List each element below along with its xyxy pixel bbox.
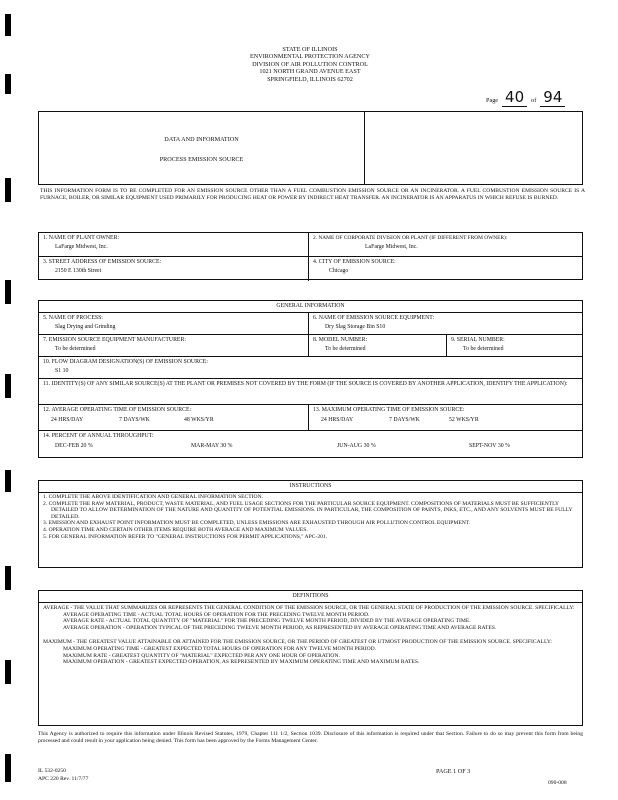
intro-text: THIS INFORMATION FORM IS TO BE COMPLETED FOR AN EMISSION SOURCE OTHER THAN A FUEL COMBUSTION EMISSION SOURCE OR AN INCINERATOR. A FUEL COMBUSTION EMISSION SOURCE IS A FURNACE, BOILER, OR SIMILAR EQUIPMENT USED PRIMARILY FOR PRODUCING HEAT OR POWER BY INDIRECT HEAT TRANSFER. AN INCINERATOR IS AN APPARATUS IN WHICH REFUSE IS BURNED. [40, 188, 585, 201]
instruction-item: 2. COMPLETE THE RAW MATERIAL, PRODUCT, WASTE MATERIAL, AND FUEL USAGE SECTIONS FOR THE PARTICULAR SOURCE EQUIPMENT. COMPOSITIONS OF MATERIALS MUST BE SUFFICIENTLY DETAILED TO ALLOW DETERMINATION OF THE NATURE AND QUANTITY OF POTENTIAL EMISSIONS. IN PARTICULAR, THE COMPOSITION OF PAINTS, INKS, ETC., AND ANY SOLVENTS MUST BE FULLY DETAILED. [43, 500, 573, 520]
row-operating-time [39, 405, 582, 431]
header-line: STATE OF ILLINOIS [282, 46, 338, 53]
field-source-equipment[interactable]: 6. NAME OF EMISSION SOURCE EQUIPMENT: Dry Slag Storage Bin S10 [313, 315, 435, 330]
form-code: 090-008 [548, 780, 567, 786]
agency-header [200, 46, 420, 83]
field-flow-diagram[interactable]: 10. FLOW DIAGRAM DESIGNATION(S) OF EMISSION SOURCE: S1 10 [39, 357, 582, 379]
field-maximum-operating-time[interactable]: 13. MAXIMUM OPERATING TIME OF EMISSION SOURCE: 24 HRS/DAY 7 DAYS/WK 52 WKS/YR [313, 407, 479, 423]
instruction-item: 5. FOR GENERAL INFORMATION REFER TO "GENERAL INSTRUCTIONS FOR PERMIT APPLICATIONS," APC-201. [43, 533, 328, 540]
general-info-section [38, 300, 583, 458]
definitions-list [43, 605, 580, 666]
field-manufacturer[interactable]: 7. EMISSION SOURCE EQUIPMENT MANUFACTURER: To be determined [39, 335, 309, 356]
form-subtitle: PROCESS EMISSION SOURCE [159, 156, 244, 163]
definition-avg-rate: AVERAGE RATE - ACTUAL TOTAL QUANTITY OF "MATERIAL" FOR THE PRECEDING TWELVE MONTH PERIOD, DIVIDED BY THE AVERAGE OPERATING TIME. [63, 618, 471, 625]
page-number: 40 [502, 88, 527, 107]
instructions-section [38, 480, 583, 568]
binding-mark [5, 754, 11, 782]
title-box [38, 111, 583, 185]
binding-mark [5, 74, 11, 94]
field-process-name[interactable]: 5. NAME OF PROCESS: Slag Drying and Grinding [39, 313, 309, 334]
page-footer: PAGE 1 OF 3 [436, 768, 471, 775]
definition-max-rate: MAXIMUM RATE - GREATEST QUANTITY OF "MATERIAL" EXPECTED PER ANY ONE HOUR OF OPERATION. [63, 652, 340, 659]
instructions-heading-row [39, 481, 582, 493]
header-line: ENVIRONMENTAL PROTECTION AGENCY [250, 53, 370, 61]
binding-mark [5, 470, 11, 492]
form-title: DATA AND INFORMATION [164, 136, 239, 143]
header-line: 1021 NORTH GRAND AVENUE EAST [259, 68, 361, 76]
page-counter: Page 40 of 94 [486, 88, 565, 107]
instruction-item: 1. COMPLETE THE ABOVE IDENTIFICATION AND GENERAL INFORMATION SECTION. [43, 494, 264, 500]
binding-mark [5, 374, 11, 398]
field-corporate-division[interactable]: 2. NAME OF CORPORATE DIVISION OR PLANT (IF DIFFERENT FROM OWNER): LaFarge Midwest, Inc. [313, 235, 508, 250]
instructions-list [43, 494, 578, 540]
form-id: IL 532-0250 [38, 768, 66, 774]
section-heading: INSTRUCTIONS [289, 483, 332, 489]
definition-max-op: MAXIMUM OPERATION - GREATEST EXPECTED OPERATION, AS REPRESENTED BY MAXIMUM OPERATING TIME AND MAXIMUM RATES. [63, 659, 420, 666]
field-street-address[interactable]: 3. STREET ADDRESS OF EMISSION SOURCE: 2150 E 130th Street [39, 257, 309, 281]
instruction-item: 3. EMISSION AND EXHAUST POINT INFORMATION MUST BE COMPLETED, UNLESS EMISSIONS ARE EXHAUSTED THROUGH AIR POLLUTION CONTROL EQUIPMENT. [43, 520, 471, 527]
definition-max-time: MAXIMUM OPERATING TIME - GREATEST EXPECTED TOTAL HOURS OF OPERATION FOR ANY TWELVE MONTH PERIOD. [63, 645, 377, 652]
binding-mark [5, 280, 11, 304]
definition-average: AVERAGE - THE VALUE THAT SUMMARIZES OR REPRESENTS THE GENERAL CONDITION OF THE EMISSION SOURCE, OR THE GENERAL STATE OF PRODUCTION OF THE EMISSION SOURCE. SPECIFICALLY: [43, 605, 575, 611]
legal-notice: This Agency is authorized to require this information under Illinois Revised Statutes, 1979, Chapter 111 1/2, Section 1039. Disclosure of this information is required under that Section. Failure to do so may prevent this form from being processed and could result in your application being denied. This form has been approved by the Forms Management Center. [38, 731, 583, 744]
definitions-section [38, 590, 583, 726]
row-address [39, 257, 582, 281]
binding-mark [5, 566, 11, 590]
definition-avg-op: AVERAGE OPERATION - OPERATION TYPICAL OF THE PRECEDING TWELVE MONTH PERIOD, AS REPRESENTED BY AVERAGE OPERATING TIME AND AVERAGE RATES. [63, 624, 497, 631]
row-owner [39, 233, 582, 257]
field-serial-number[interactable]: 9. SERIAL NUMBER: To be determined [451, 337, 505, 352]
binding-mark [5, 178, 11, 202]
section-heading: DEFINITIONS [292, 593, 329, 599]
header-line: DIVISION OF AIR POLLUTION CONTROL [252, 60, 368, 68]
definitions-heading-row [39, 591, 582, 603]
general-info-heading-row [39, 301, 582, 313]
page-total: 94 [540, 88, 565, 107]
definition-avg-time: AVERAGE OPERATING TIME - ACTUAL TOTAL HOURS OF OPERATION FOR THE PRECEDING TWELVE MONTH PERIOD. [63, 611, 370, 618]
header-line: SPRINGFIELD, ILLINOIS 62702 [267, 75, 353, 83]
binding-mark [5, 14, 11, 36]
section-heading: GENERAL INFORMATION [276, 303, 345, 309]
form-revision: APC 220 Rev. 11/7/77 [38, 776, 89, 782]
row-equipment [39, 335, 582, 357]
definition-maximum: MAXIMUM - THE GREATEST VALUE ATTAINABLE OR ATTAINED FOR THE EMISSION SOURCE, OR THE PERIOD OF GREATEST OR UTMOST PRODUCTION OF THE EMISSION SOURCE. SPECIFICALLY: [43, 639, 552, 646]
field-model-number[interactable]: 8. MODEL NUMBER: To be determined [309, 335, 447, 356]
field-annual-throughput[interactable]: 14. PERCENT OF ANNUAL THROUGHPUT: DEC-FEB 20 % MAR-MAY 30 % JUN-AUG 30 % SEPT-NOV 30 % [43, 433, 510, 449]
identification-section [38, 232, 583, 280]
field-similar-sources[interactable]: 11. IDENTITY(S) OF ANY SIMILAR SOURCE(S) AT THE PLANT OR PREMISES NOT COVERED BY THE FORM (IF THE SOURCE IS COVERED BY ANOTHER APPLICATION, IDENTIFY THE APPLICATION): [39, 379, 582, 405]
binding-mark [5, 660, 11, 684]
field-city[interactable]: 4. CITY OF EMISSION SOURCE: Chicago [313, 259, 396, 274]
row-process [39, 313, 582, 335]
field-average-operating-time[interactable]: 12. AVERAGE OPERATING TIME OF EMISSION SOURCE: 24 HRS/DAY 7 DAYS/WK 48 WKS/YR [39, 405, 309, 430]
field-plant-owner[interactable]: 1. NAME OF PLANT OWNER: LaFarge Midwest, Inc. [39, 233, 309, 256]
instruction-item: 4. OPERATION TIME AND CERTAIN OTHER ITEMS REQUIRE BOTH AVERAGE AND MAXIMUM VALUES. [43, 526, 308, 533]
